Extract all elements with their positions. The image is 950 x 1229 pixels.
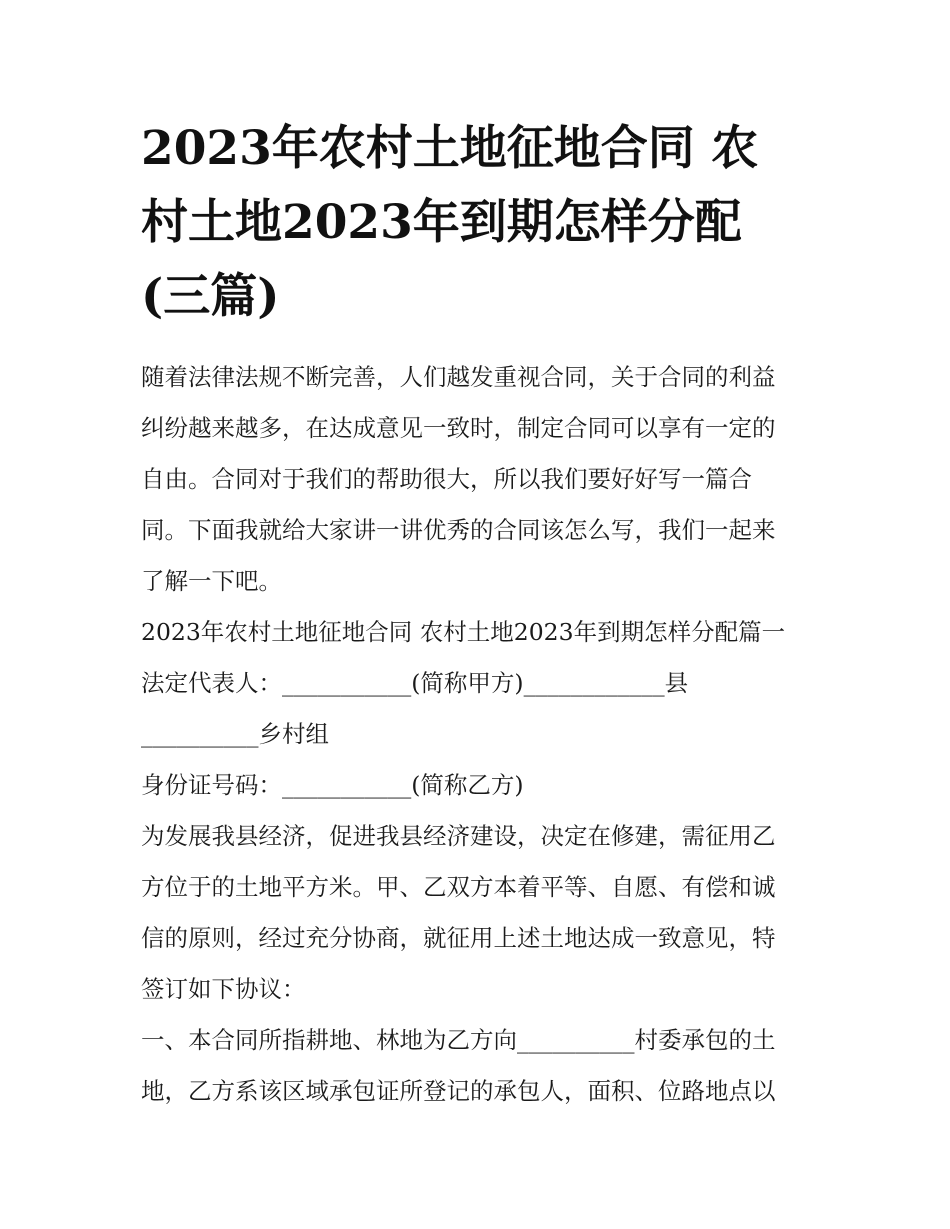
- body-line: 法定代表人：___________(简称甲方)____________县: [141, 669, 689, 697]
- body-line: 身份证号码：___________(简称乙方): [141, 771, 524, 799]
- body-line: 同。下面我就给大家讲一讲优秀的合同该怎么写，我们一起来: [141, 516, 776, 544]
- body-line: 自由。合同对于我们的帮助很大，所以我们要好好写一篇合: [141, 465, 752, 493]
- title-line: 2023年农村土地征地合同 农: [141, 121, 759, 176]
- body-line: 随着法律法规不断完善，人们越发重视合同，关于合同的利益: [141, 363, 776, 391]
- body-line: 方位于的土地平方米。甲、乙双方本着平等、自愿、有偿和诚: [141, 873, 776, 901]
- document-title: [141, 112, 821, 334]
- body-line: 地，乙方系该区域承包证所登记的承包人，面积、位路地点以: [141, 1077, 776, 1105]
- title-line: (三篇): [141, 269, 280, 324]
- document-body: [141, 352, 821, 1117]
- section-heading: 2023年农村土地征地合同 农村土地2023年到期怎样分配篇一: [141, 618, 786, 646]
- body-line: 一、本合同所指耕地、林地为乙方向__________村委承包的土: [141, 1026, 776, 1054]
- body-line: __________乡村组: [141, 720, 329, 748]
- body-line: 信的原则，经过充分协商，就征用上述土地达成一致意见，特: [141, 924, 776, 952]
- body-line: 纠纷越来越多，在达成意见一致时，制定合同可以享有一定的: [141, 414, 776, 442]
- body-line: 为发展我县经济，促进我县经济建设，决定在修建，需征用乙: [141, 822, 776, 850]
- body-line: 了解一下吧。: [141, 567, 282, 595]
- body-line: 签订如下协议：: [141, 975, 306, 1003]
- title-line: 村土地2023年到期怎样分配: [141, 195, 742, 250]
